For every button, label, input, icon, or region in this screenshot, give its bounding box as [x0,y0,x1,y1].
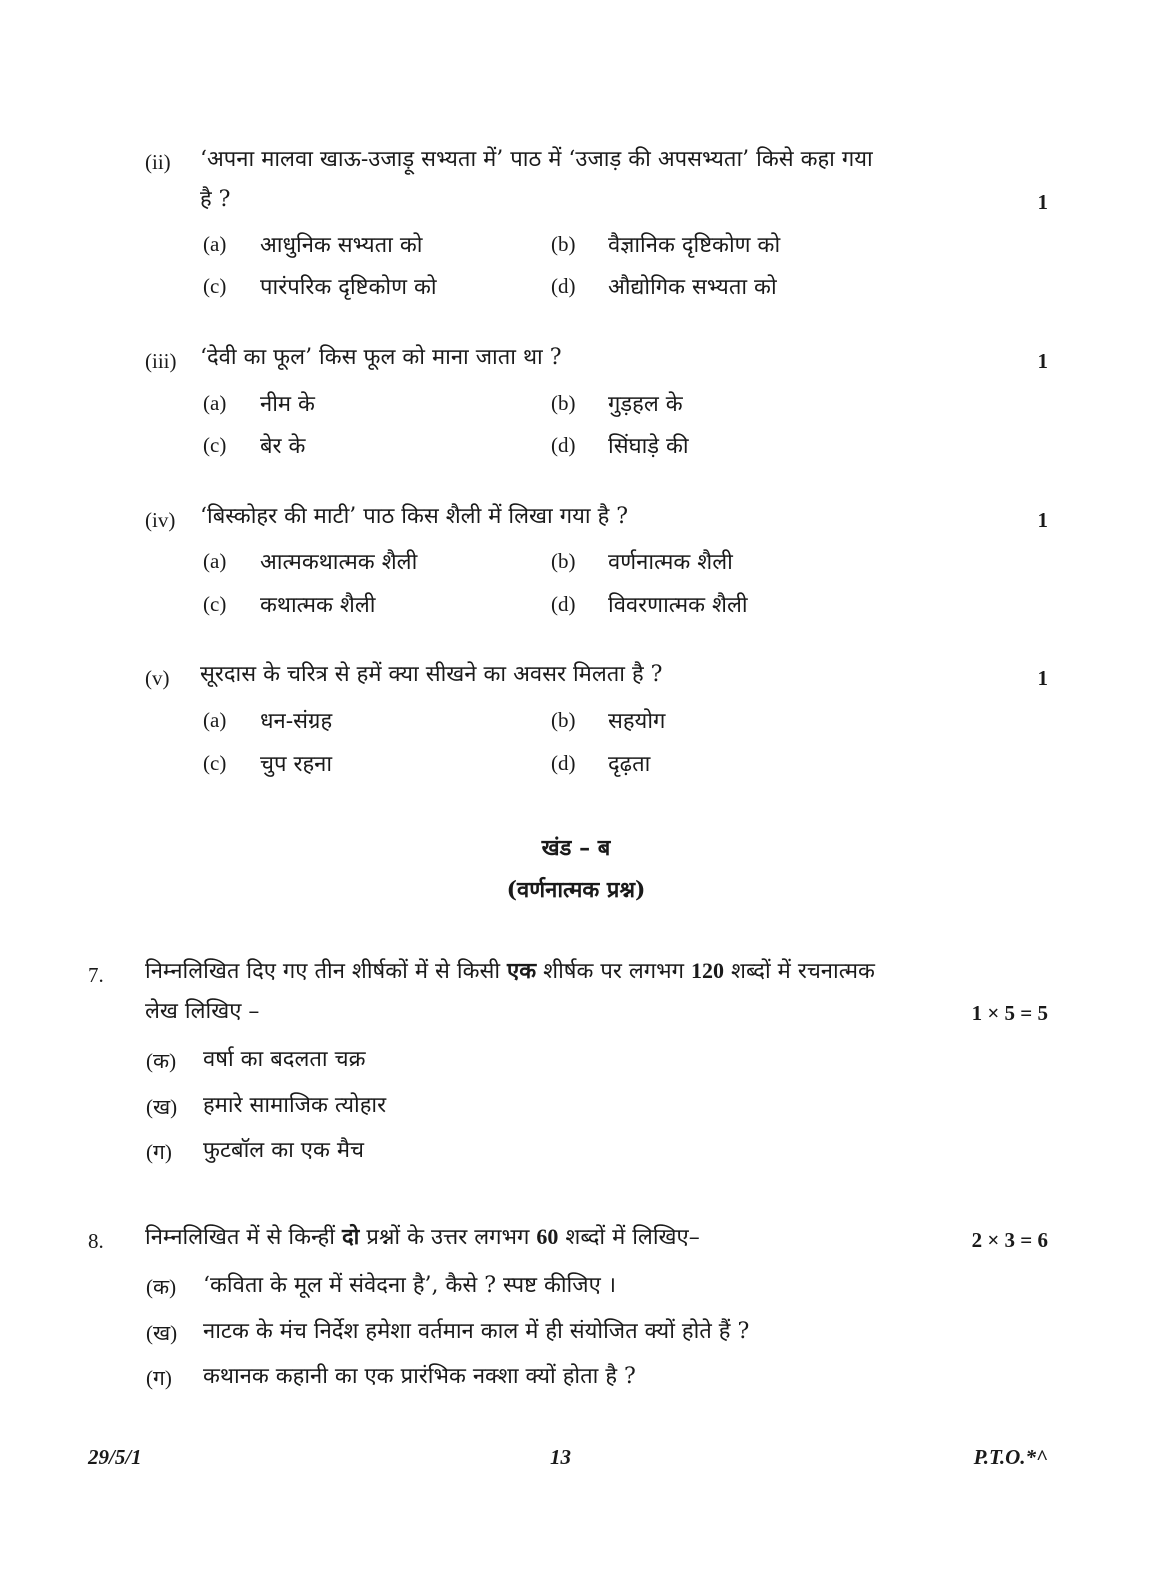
option-b-label: (b) [551,708,576,732]
option-d-text: दृढ़ता [608,752,651,777]
section-title: खंड – ब [541,835,611,861]
question-marks: 1 × 5 = 5 [971,1001,1048,1025]
option-b-label: (b) [551,232,576,256]
option-b-text: वैज्ञानिक दृष्टिकोण को [608,233,781,258]
option-d-text: सिंघाड़े की [608,434,689,459]
item-label: (क) [146,1049,177,1073]
item-text: फुटबॉल का एक मैच [203,1138,364,1163]
question-text [145,1217,905,1258]
emphasis-text: एक [507,958,537,984]
item-label: (क) [146,1275,177,1299]
option-a-text: आत्मकथात्मक शैली [260,550,418,575]
question-marks: 1 [1037,190,1048,214]
emphasis-text: दो [341,1224,360,1250]
paper-code: 29/5/1 [88,1445,142,1469]
section-subtitle: (वर्णनात्मक प्रश्न) [506,877,646,903]
option-a-label: (a) [203,391,227,415]
option-c-label: (c) [203,751,227,775]
question-marks: 1 [1037,349,1048,373]
option-b-text: सहयोग [608,709,666,734]
question-number: (iii) [145,349,177,373]
option-d-label: (d) [551,592,576,616]
option-b-label: (b) [551,549,576,573]
question-number: (ii) [145,150,171,174]
question-text: ‘बिस्कोहर की माटी’ पाठ किस शैली में लिखा गया है ? [200,504,629,529]
text-part: निम्नलिखित दिए गए तीन शीर्षकों में से किसी [145,959,501,984]
item-text: ‘कविता के मूल में संवेदना है’, कैसे ? स्पष्ट कीजिए । [203,1273,617,1298]
question-number: (v) [145,666,170,690]
text-part: निम्नलिखित में से किन्हीं [145,1225,335,1250]
item-label: (ख) [146,1095,178,1119]
option-c-text: चुप रहना [260,752,333,777]
option-a-label: (a) [203,549,227,573]
question-marks: 1 [1037,508,1048,532]
question-text-line2: है ? [200,187,231,212]
option-d-text: विवरणात्मक शैली [608,593,748,618]
option-d-label: (d) [551,433,576,457]
page-number: 13 [550,1445,571,1469]
option-b-text: वर्णनात्मक शैली [608,550,733,575]
option-a-label: (a) [203,232,227,256]
question-text-line1: ‘अपना मालवा खाऊ-उजाड़ू सभ्यता में’ पाठ में ‘उजाड़ की अपसभ्यता’ किसे कहा गया [200,147,873,172]
option-c-label: (c) [203,592,227,616]
word-count: 60 [536,1224,559,1249]
option-a-text: धन-संग्रह [260,709,333,734]
option-b-text: गुड़हल के [608,392,683,417]
question-text-line1 [145,951,1045,992]
question-number: 7. [88,963,104,987]
item-text: वर्षा का बदलता चक्र [203,1047,366,1072]
item-label: (ख) [146,1321,178,1345]
item-label: (ग) [146,1366,172,1390]
question-text: सूरदास के चरित्र से हमें क्या सीखने का अवसर मिलता है ? [200,662,663,687]
option-d-text: औद्योगिक सभ्यता को [608,275,777,300]
question-number: 8. [88,1229,104,1253]
question-number: (iv) [145,508,176,532]
option-c-text: बेर के [260,434,306,459]
text-part: शीर्षक पर लगभग [543,959,685,984]
option-c-label: (c) [203,274,227,298]
question-text: ‘देवी का फूल’ किस फूल को माना जाता था ? [200,345,562,370]
text-part: शब्दों में रचनात्मक [731,959,875,984]
item-text: कथानक कहानी का एक प्रारंभिक नक्शा क्यों होता है ? [203,1364,636,1389]
option-c-text: पारंपरिक दृष्टिकोण को [260,275,437,300]
item-text: हमारे सामाजिक त्योहार [203,1093,387,1118]
option-c-text: कथात्मक शैली [260,593,376,618]
option-d-label: (d) [551,751,576,775]
option-d-label: (d) [551,274,576,298]
option-a-text: नीम के [260,392,315,417]
text-part: प्रश्नों के उत्तर लगभग [366,1225,530,1250]
option-a-text: आधुनिक सभ्यता को [260,233,423,258]
item-text: नाटक के मंच निर्देश हमेशा वर्तमान काल में ही संयोजित क्यों होते हैं ? [203,1319,750,1344]
question-marks: 2 × 3 = 6 [971,1228,1048,1252]
option-b-label: (b) [551,391,576,415]
text-part: शब्दों में लिखिए– [565,1225,700,1250]
question-marks: 1 [1037,666,1048,690]
option-c-label: (c) [203,433,227,457]
word-count: 120 [691,958,725,983]
item-label: (ग) [146,1140,172,1164]
question-text-line2: लेख लिखिए – [145,999,260,1024]
option-a-label: (a) [203,708,227,732]
pto-text: P.T.O.*^ [973,1445,1048,1469]
